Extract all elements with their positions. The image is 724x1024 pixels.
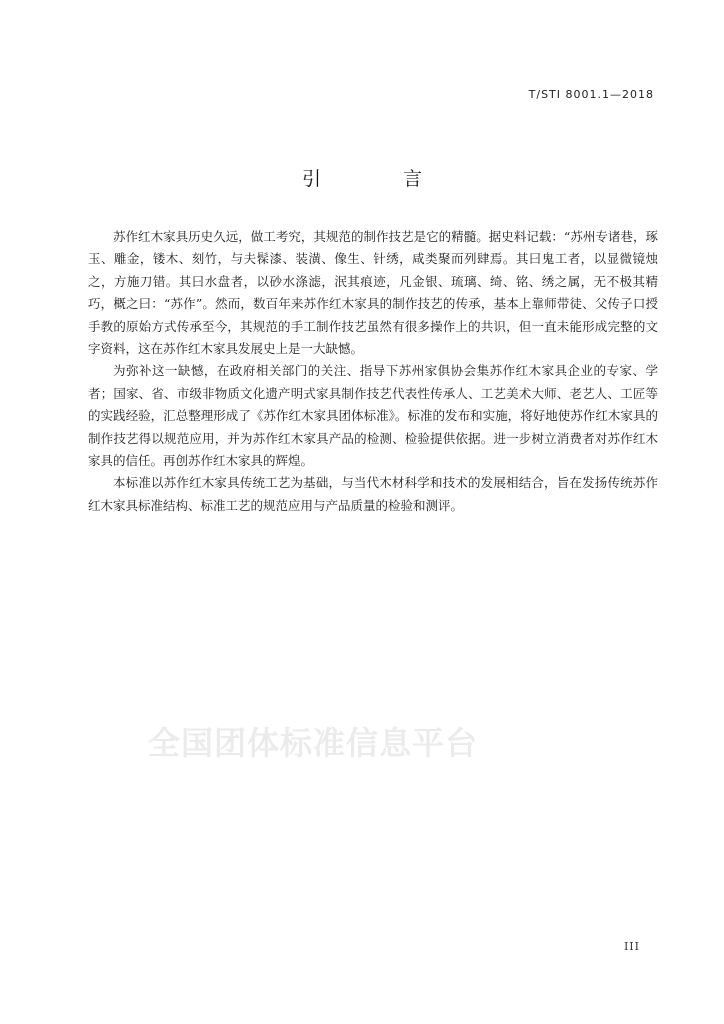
paragraph: 苏作红木家具历史久远，做工考究，其规范的制作技艺是它的精髓。据史料记载：“苏州专诸巷，琢玉、雕金，镂木、刻竹，与夫髹漆、装潢、像生、针绣，咸类聚而列肆焉。其曰鬼工者，以显微镜烛之，方施刀错。其曰水盘者，以砂水涤滤，泯其痕迹，凡金银、琉璃、绮、铭、绣之属，无不极其精巧，概之曰：“苏作”。然而，数百年来苏作红木家具的制作技艺的传承，基本上靠师带徒、父传子口授手教的原始方式传承至今，其规范的手工制作技艺虽然有很多操作上的共识，但一直未能形成完整的文字资料，这在苏作红木家具发展史上是一大缺憾。 [88,229,658,357]
body-text [88,226,658,517]
paragraph: 为弥补这一缺憾，在政府相关部门的关注、指导下苏州家俱协会集苏作红木家具企业的专家、学者；国家、省、市级非物质文化遗产明式家具制作技艺代表性传承人、工艺美术大师、老艺人、工匠等的实践经验，汇总整理形成了《苏作红木家具团体标准》。标准的发布和实施，将好地使苏作红木家具的制作技艺得以规范应用，并为苏作红木家具产品的检测、检验提供依据。进一步树立消费者对苏作红木家具的信任。再创苏作红木家具的辉煌。 [88,363,658,469]
standard-number: T/STI 8001.1—2018 [528,88,654,101]
page-number: III [623,940,640,953]
paragraph: 本标准以苏作红木家具传统工艺为基础，与当代木材科学和技术的发展相结合，旨在发扬传统苏作红木家具标准结构、标准工艺的规范应用与产品质量的检验和测评。 [88,475,658,513]
watermark: 全国团体标准信息平台 [148,724,479,762]
section-title: 引 言 [301,168,461,190]
